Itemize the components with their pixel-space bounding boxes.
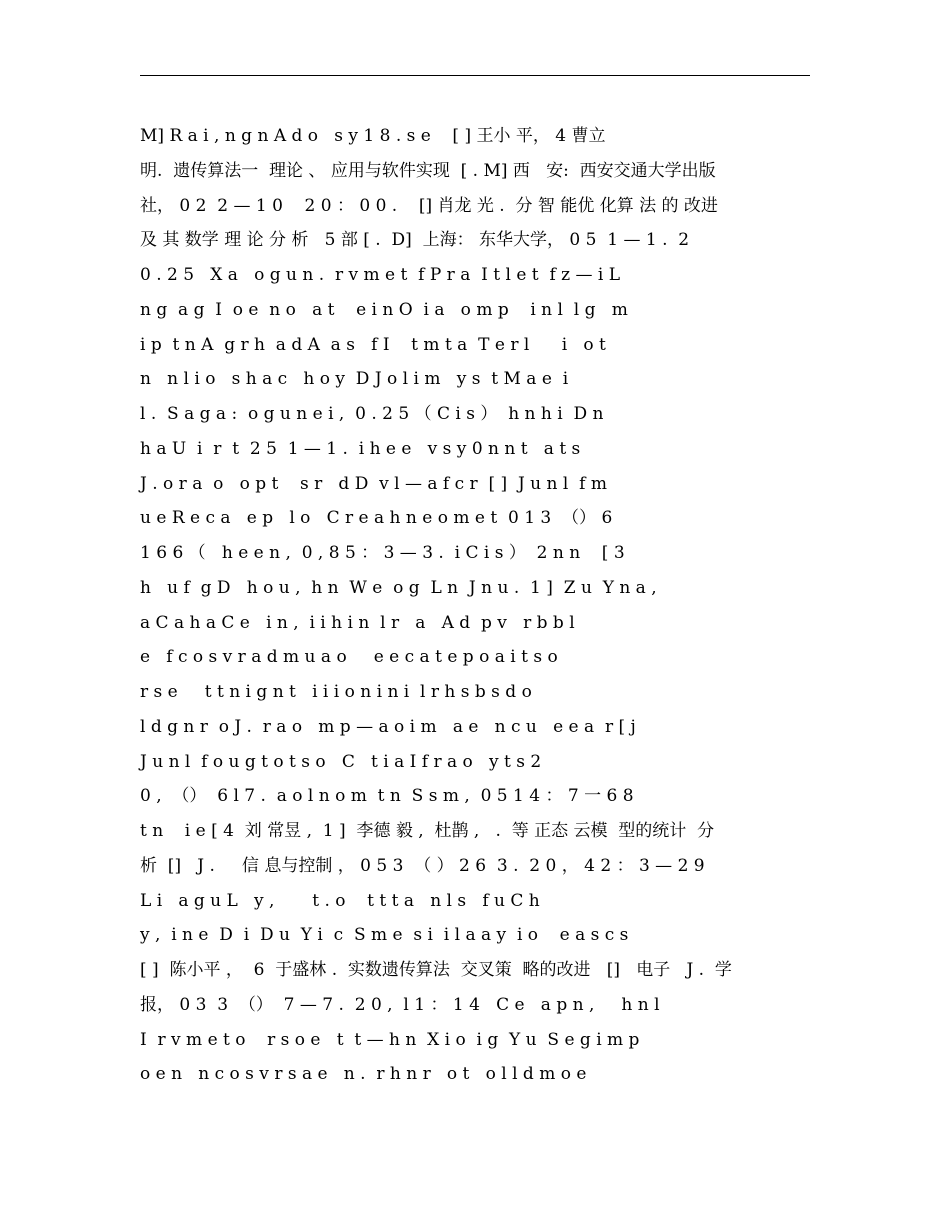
text-line: i p t n A g r h a d A a s f I t m t a T e r l i o t <box>140 334 606 355</box>
text-line: 析 [] J . 信 息与控制 ， 0 5 3 （ ） 2 6 3 . 2 0 ， 4 2 ： 3 — 2 9 <box>140 855 705 876</box>
references-text <box>140 119 830 1092</box>
text-line: 及 其 数学 理 论 分 析 5 部 [ . D] 上海： 东华大学， 0 5 1 — 1 . 2 <box>140 230 690 251</box>
text-line: L i a g u L y , t . o t t t a n l s f u C h <box>140 890 540 911</box>
text-line: r s e t t n i g n t i i i o n i n i l r h s b s d o <box>140 682 532 702</box>
text-line: e f c o s v r a d m u a o e e c a t e p o a i t s o <box>140 647 558 668</box>
text-line: l d g n r o J . r a o m p — a o i m a e n c u e e a r [ j <box>140 716 636 737</box>
text-line: 社， 0 2 2 — 1 0 2 0 ： 0 0 . [] 肖龙 光 . 分 智 能优 化算 法 的 改进 <box>140 195 718 216</box>
text-line: [ ] 陈小平 ， 6 于盛林 . 实数遗传算法 交叉策 略的改进 [] 电子 J . 学 <box>140 960 732 980</box>
text-line: t n i e [ 4 刘 常昱 , 1 ] 李德 毅 , 杜鹊 , . 等 正态 云模 型的统计 分 <box>140 821 715 841</box>
text-line: l . S a g a : o g u n e i , 0 . 2 5 （ C i s ） h n h i D n <box>140 404 604 424</box>
text-line: a C a h a C e i n , i i h i n l r a A d p v r b b l <box>140 612 575 633</box>
text-line: h u f g D h o u , h n W e o g L n J n u . 1 ] Z u Y n a , <box>140 577 657 598</box>
text-line: I r v m e t o r s o e t t — h n X i o i g Y u S e g i m p <box>140 1029 640 1050</box>
text-line: n n l i o s h a c h o y D J o l i m y s t M a e i <box>140 369 569 390</box>
text-line: o e n n c o s v r s a e n . r h n r o t o l l d m o e <box>140 1064 587 1085</box>
text-line: h a U i r t 2 5 1 — 1 . i h e e v s y 0 n n t a t s <box>140 438 581 459</box>
text-line: 0 , （） 6 l 7 . a o l n o m t n S s m , 0 5 1 4 ： 7 一 6 8 <box>140 786 634 807</box>
text-line: M] R a i , n g n A d o s y 1 8 . s e [ ] 王小 平， 4 曹立 <box>140 126 606 146</box>
text-line: n g a g I o e n o a t e i n O i a o m p i n l l g m <box>140 299 628 320</box>
text-line: J . o r a o o p t s r d D v l — a f c r [ ] J u n l f m <box>140 473 607 494</box>
text-line: 报， 0 3 3 （） 7 — 7 . 2 0 , l 1 ： 1 4 C e a p n , h n l <box>140 994 660 1015</box>
header-rule <box>140 75 810 76</box>
text-line: 明. 遗传算法一 理论 、 应用与软件实现 [ . M] 西 安: 西安交通大学出版 <box>140 160 716 181</box>
text-line: 1 6 6 （ h e e n , 0 , 8 5 ： 3 — 3 . i C i s ） 2 n n [ 3 <box>140 543 625 563</box>
text-line: 0 . 2 5 X a o g u n . r v m e t f P r a I t l e t f z — i L <box>140 265 621 285</box>
text-line: J u n l f o u g t o t s o C t i a I f r a o y t s 2 <box>140 751 542 772</box>
text-line: y , i n e D i D u Y i c S m e s i i l a a y i o e a s c s <box>140 925 629 946</box>
text-line: u e R e c a e p l o C r e a h n e o m e t 0 1 3 （） 6 <box>140 508 613 529</box>
